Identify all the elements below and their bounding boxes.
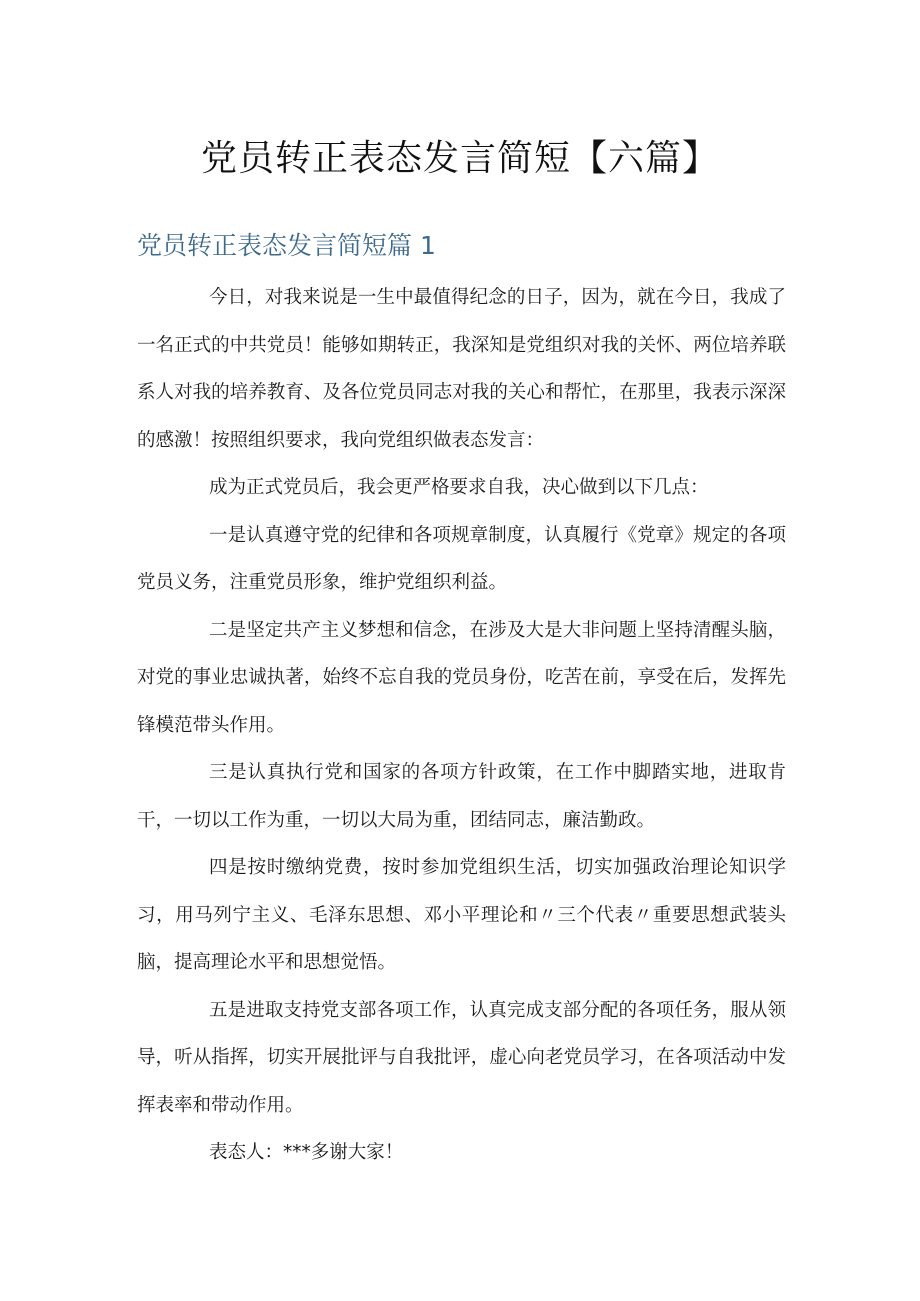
paragraph-point-4: 四是按时缴纳党费，按时参加党组织生活，切实加强政治理论知识学习，用马列宁主义、毛泽东思想、邓小平理论和〃三个代表〃重要思想武装头脑，提高理论水平和思想觉悟。	[137, 857, 786, 973]
document-title: 党员转正表态发言简短【六篇】	[200, 138, 719, 179]
paragraph-point-1: 一是认真遵守党的纪律和各项规章制度，认真履行《党章》规定的各项党员义务，注重党员形象，维护党组织利益。	[137, 524, 786, 593]
paragraph-point-5: 五是进取支持党支部各项工作，认真完成支部分配的各项任务，服从领导，听从指挥，切实开展批评与自我批评，虚心向老党员学习，在各项活动中发挥表率和带动作用。	[137, 999, 786, 1116]
paragraph-signature: 表态人：***多谢大家！	[209, 1142, 404, 1163]
paragraph-commitment: 成为正式党员后，我会更严格要求自我，决心做到以下几点：	[209, 477, 709, 498]
section-heading: 党员转正表态发言简短篇 1	[137, 231, 436, 260]
section-body	[137, 274, 786, 1177]
paragraph-point-2: 二是坚定共产主义梦想和信念，在涉及大是大非问题上坚持清醒头脑，对党的事业忠诚执著，始终不忘自我的党员身份，吃苦在前，享受在后，发挥先锋模范带头作用。	[137, 619, 786, 736]
paragraph-point-3: 三是认真执行党和国家的各项方针政策，在工作中脚踏实地，进取肯干，一切以工作为重，一切以大局为重，团结同志，廉洁勤政。	[137, 762, 786, 831]
paragraph-intro: 今日，对我来说是一生中最值得纪念的日子，因为，就在今日，我成了一名正式的中共党员！能够如期转正，我深知是党组织对我的关怀、两位培养联系人对我的培养教育、及各位党员同志对我的关心和帮忙，在那里，我表示深深的感激！按照组织要求，我向党组织做表态发言：	[137, 287, 786, 451]
